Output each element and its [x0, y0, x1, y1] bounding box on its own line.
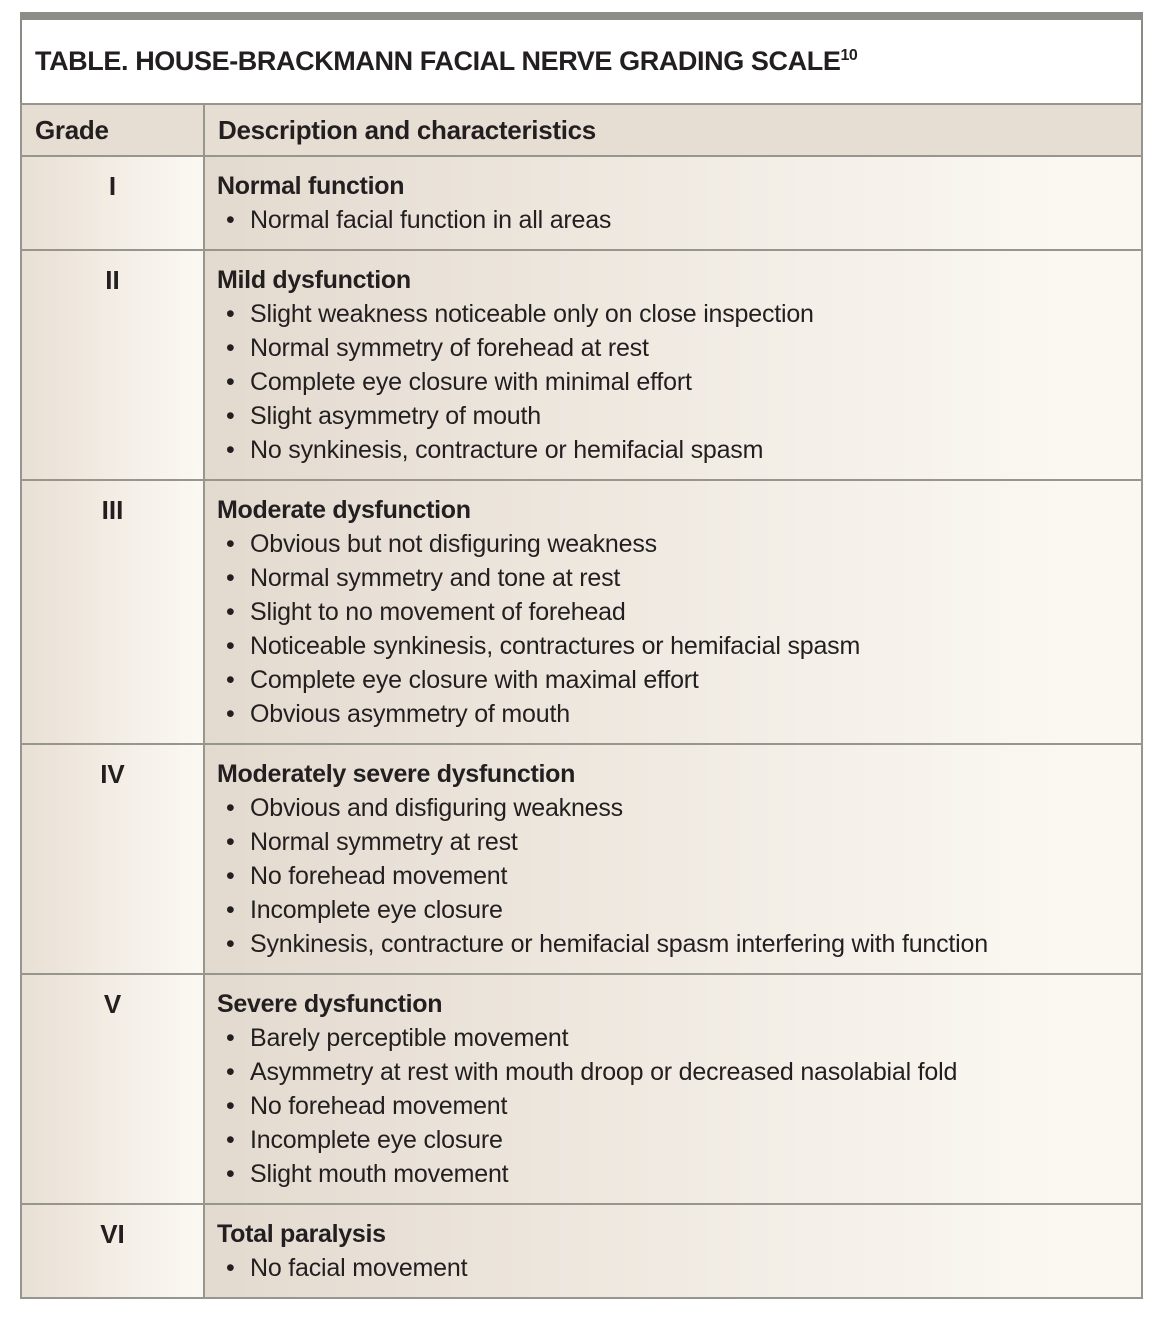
row-heading: Normal function	[217, 172, 405, 200]
grade-cell	[21, 480, 204, 744]
bullet-icon: •	[226, 206, 235, 234]
bullet-icon: •	[226, 1254, 235, 1282]
bullet-icon: •	[226, 1058, 235, 1086]
row-heading: Moderately severe dysfunction	[217, 760, 576, 788]
grade-cell	[21, 156, 204, 250]
bullet-text: Slight mouth movement	[250, 1160, 509, 1188]
bullet-icon: •	[226, 828, 235, 856]
bullet-icon: •	[226, 896, 235, 924]
bullet-icon: •	[226, 930, 235, 958]
description-cell	[204, 1204, 1142, 1298]
bullet-icon: •	[226, 1160, 235, 1188]
description-cell	[204, 156, 1142, 250]
bullet-item	[217, 859, 1127, 893]
grading-scale-table	[20, 103, 1143, 1299]
table-row	[21, 1204, 1142, 1298]
table-row	[21, 156, 1142, 250]
bullet-list	[217, 203, 1127, 237]
header-row	[21, 104, 1142, 156]
bullet-item	[217, 1021, 1127, 1055]
table-title-label: TABLE.	[35, 46, 129, 76]
bullet-text: Normal symmetry at rest	[250, 828, 518, 856]
bullet-text: No facial movement	[250, 1254, 468, 1282]
bullet-icon: •	[226, 564, 235, 592]
grade-cell	[21, 1204, 204, 1298]
table-header	[21, 104, 1142, 156]
column-header-description: Description and characteristics	[204, 104, 1142, 156]
bullet-text: Normal facial function in all areas	[250, 206, 612, 234]
bullet-item	[217, 1251, 1127, 1285]
bullet-text: Complete eye closure with maximal effort	[250, 666, 699, 694]
bullet-item	[217, 595, 1127, 629]
bullet-item	[217, 629, 1127, 663]
grade-value: III	[101, 495, 124, 525]
table-title	[35, 46, 857, 77]
table-title-text: HOUSE-BRACKMANN FACIAL NERVE GRADING SCALE	[128, 46, 841, 76]
bullet-item	[217, 825, 1127, 859]
bullet-icon: •	[226, 300, 235, 328]
row-heading: Total paralysis	[217, 1220, 386, 1248]
bullet-item	[217, 561, 1127, 595]
column-header-grade: Grade	[21, 104, 204, 156]
bullet-text: Asymmetry at rest with mouth droop or decreased nasolabial fold	[250, 1058, 958, 1086]
bullet-text: Complete eye closure with minimal effort	[250, 368, 692, 396]
bullet-text: No forehead movement	[250, 1092, 508, 1120]
bullet-list	[217, 297, 1127, 467]
bullet-text: Slight weakness noticeable only on close inspection	[250, 300, 814, 328]
table-row	[21, 974, 1142, 1204]
bullet-text: Obvious asymmetry of mouth	[250, 700, 570, 728]
bullet-text: Barely perceptible movement	[250, 1024, 569, 1052]
table-figure	[20, 12, 1143, 1299]
reference-superscript: 10	[840, 47, 858, 64]
bullet-text: Incomplete eye closure	[250, 1126, 503, 1154]
bullet-item	[217, 927, 1127, 961]
bullet-icon: •	[226, 862, 235, 890]
bullet-text: Obvious but not disfiguring weakness	[250, 530, 657, 558]
bullet-item	[217, 331, 1127, 365]
bullet-item	[217, 527, 1127, 561]
bullet-item	[217, 399, 1127, 433]
table-row	[21, 744, 1142, 974]
bullet-text: Normal symmetry and tone at rest	[250, 564, 621, 592]
bullet-icon: •	[226, 402, 235, 430]
bullet-icon: •	[226, 666, 235, 694]
bullet-text: No forehead movement	[250, 862, 508, 890]
table-row	[21, 480, 1142, 744]
bullet-icon: •	[226, 794, 235, 822]
row-heading: Mild dysfunction	[217, 266, 411, 294]
bullet-item	[217, 365, 1127, 399]
bullet-icon: •	[226, 436, 235, 464]
bullet-item	[217, 791, 1127, 825]
bullet-text: Incomplete eye closure	[250, 896, 503, 924]
description-cell	[204, 250, 1142, 480]
top-accent-bar	[20, 12, 1143, 20]
bullet-text: Synkinesis, contracture or hemifacial spasm interfering with function	[250, 930, 988, 958]
bullet-icon: •	[226, 598, 235, 626]
bullet-text: Obvious and disfiguring weakness	[250, 794, 623, 822]
bullet-item	[217, 1055, 1127, 1089]
bullet-icon: •	[226, 1092, 235, 1120]
bullet-text: No synkinesis, contracture or hemifacial spasm	[250, 436, 764, 464]
row-heading: Severe dysfunction	[217, 990, 443, 1018]
grade-cell	[21, 744, 204, 974]
bullet-list	[217, 1251, 1127, 1285]
bullet-text: Slight to no movement of forehead	[250, 598, 626, 626]
bullet-item	[217, 297, 1127, 331]
bullet-icon: •	[226, 1024, 235, 1052]
description-cell	[204, 480, 1142, 744]
grade-value: VI	[100, 1219, 125, 1249]
bullet-item	[217, 1089, 1127, 1123]
bullet-icon: •	[226, 334, 235, 362]
title-band	[20, 20, 1143, 103]
bullet-item	[217, 893, 1127, 927]
grade-value: IV	[100, 759, 125, 789]
bullet-icon: •	[226, 700, 235, 728]
bullet-list	[217, 527, 1127, 731]
bullet-item	[217, 697, 1127, 731]
grade-value: V	[103, 989, 122, 1019]
bullet-list	[217, 1021, 1127, 1191]
bullet-icon: •	[226, 368, 235, 396]
bullet-item	[217, 1157, 1127, 1191]
grade-value: II	[105, 265, 120, 295]
bullet-icon: •	[226, 1126, 235, 1154]
description-cell	[204, 744, 1142, 974]
bullet-item	[217, 203, 1127, 237]
grade-cell	[21, 974, 204, 1204]
bullet-item	[217, 1123, 1127, 1157]
grade-cell	[21, 250, 204, 480]
grade-value: I	[108, 171, 117, 201]
bullet-item	[217, 433, 1127, 467]
bullet-list	[217, 791, 1127, 961]
bullet-icon: •	[226, 632, 235, 660]
bullet-text: Slight asymmetry of mouth	[250, 402, 541, 430]
table-row	[21, 250, 1142, 480]
description-cell	[204, 974, 1142, 1204]
bullet-text: Noticeable synkinesis, contractures or hemifacial spasm	[250, 632, 861, 660]
bullet-icon: •	[226, 530, 235, 558]
table-body	[21, 156, 1142, 1298]
bullet-text: Normal symmetry of forehead at rest	[250, 334, 649, 362]
row-heading: Moderate dysfunction	[217, 496, 471, 524]
bullet-item	[217, 663, 1127, 697]
